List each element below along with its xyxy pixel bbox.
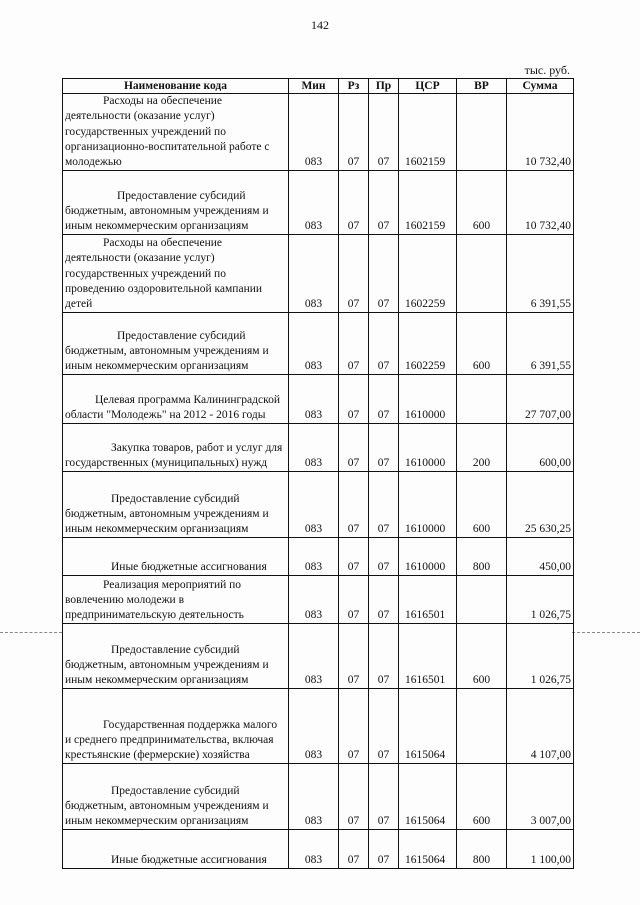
cell-rz: 07 xyxy=(339,576,369,624)
cell-rz: 07 xyxy=(339,94,369,171)
cell-name: Предоставление субсидий бюджетным, автономным учреждениям и иным некоммерческим организациям xyxy=(63,472,289,538)
cell-name: Иные бюджетные ассигнования xyxy=(63,830,289,869)
header-sum: Сумма xyxy=(507,79,574,94)
cell-min: 083 xyxy=(289,424,339,472)
page-number: 142 xyxy=(311,18,329,32)
cell-sum: 4 107,00 xyxy=(507,689,574,764)
cell-pr: 07 xyxy=(369,576,399,624)
cell-vr: 600 xyxy=(457,171,507,235)
cell-rz: 07 xyxy=(339,171,369,235)
cell-csr: 1616501 xyxy=(399,576,457,624)
units-label: тыс. руб. xyxy=(524,63,570,77)
header-rz: Рз xyxy=(339,79,369,94)
cell-name: Расходы на обеспечение деятельности (оказание услуг) государственных учреждений по проведению оздоровительной кампании детей xyxy=(63,235,289,313)
cell-pr: 07 xyxy=(369,424,399,472)
cell-rz: 07 xyxy=(339,624,369,689)
cell-rz: 07 xyxy=(339,830,369,869)
cell-name: Предоставление субсидий бюджетным, автономным учреждениям и иным некоммерческим организациям xyxy=(63,624,289,689)
cell-min: 083 xyxy=(289,764,339,830)
cell-min: 083 xyxy=(289,313,339,375)
cell-pr: 07 xyxy=(369,375,399,424)
scan-artifact-line-right xyxy=(572,632,640,633)
budget-table xyxy=(62,78,574,869)
table-body xyxy=(63,94,574,869)
cell-sum: 450,00 xyxy=(507,538,574,576)
header-vr: ВР xyxy=(457,79,507,94)
cell-csr: 1602159 xyxy=(399,94,457,171)
scan-artifact-line-left xyxy=(0,632,62,633)
cell-csr: 1616501 xyxy=(399,624,457,689)
cell-rz: 07 xyxy=(339,313,369,375)
cell-pr: 07 xyxy=(369,538,399,576)
cell-min: 083 xyxy=(289,235,339,313)
cell-name: Предоставление субсидий бюджетным, автономным учреждениям и иным некоммерческим организациям xyxy=(63,313,289,375)
cell-vr: 200 xyxy=(457,424,507,472)
table-row xyxy=(63,94,574,171)
table-row xyxy=(63,424,574,472)
cell-min: 083 xyxy=(289,94,339,171)
cell-csr: 1610000 xyxy=(399,375,457,424)
cell-sum: 6 391,55 xyxy=(507,235,574,313)
table-row xyxy=(63,576,574,624)
cell-vr xyxy=(457,576,507,624)
cell-sum: 6 391,55 xyxy=(507,313,574,375)
table-row xyxy=(63,171,574,235)
table-row xyxy=(63,830,574,869)
cell-csr: 1615064 xyxy=(399,689,457,764)
cell-vr: 800 xyxy=(457,538,507,576)
cell-vr: 600 xyxy=(457,313,507,375)
cell-csr: 1602159 xyxy=(399,171,457,235)
cell-sum: 27 707,00 xyxy=(507,375,574,424)
cell-pr: 07 xyxy=(369,472,399,538)
cell-name: Закупка товаров, работ и услуг для государственных (муниципальных) нужд xyxy=(63,424,289,472)
cell-sum: 1 026,75 xyxy=(507,624,574,689)
cell-sum: 1 100,00 xyxy=(507,830,574,869)
cell-rz: 07 xyxy=(339,375,369,424)
cell-csr: 1615064 xyxy=(399,764,457,830)
cell-vr: 600 xyxy=(457,472,507,538)
cell-pr: 07 xyxy=(369,235,399,313)
cell-vr: 600 xyxy=(457,624,507,689)
cell-csr: 1602259 xyxy=(399,313,457,375)
cell-min: 083 xyxy=(289,576,339,624)
cell-vr: 800 xyxy=(457,830,507,869)
cell-min: 083 xyxy=(289,624,339,689)
cell-rz: 07 xyxy=(339,689,369,764)
cell-csr: 1610000 xyxy=(399,424,457,472)
cell-min: 083 xyxy=(289,538,339,576)
cell-sum: 10 732,40 xyxy=(507,171,574,235)
table-header-row xyxy=(63,79,574,94)
cell-csr: 1602259 xyxy=(399,235,457,313)
header-min: Мин xyxy=(289,79,339,94)
cell-min: 083 xyxy=(289,830,339,869)
table-row xyxy=(63,538,574,576)
cell-name: Целевая программа Калининградской области "Молодежь" на 2012 - 2016 годы xyxy=(63,375,289,424)
cell-vr xyxy=(457,689,507,764)
cell-vr xyxy=(457,375,507,424)
table-row xyxy=(63,235,574,313)
table-row xyxy=(63,764,574,830)
cell-vr xyxy=(457,94,507,171)
cell-min: 083 xyxy=(289,472,339,538)
cell-rz: 07 xyxy=(339,764,369,830)
cell-rz: 07 xyxy=(339,235,369,313)
cell-sum: 25 630,25 xyxy=(507,472,574,538)
cell-sum: 600,00 xyxy=(507,424,574,472)
cell-pr: 07 xyxy=(369,313,399,375)
cell-name: Предоставление субсидий бюджетным, автономным учреждениям и иным некоммерческим организациям xyxy=(63,171,289,235)
cell-name: Государственная поддержка малого и среднего предпринимательства, включая крестьянские (фермерские) хозяйства xyxy=(63,689,289,764)
cell-pr: 07 xyxy=(369,689,399,764)
cell-name: Предоставление субсидий бюджетным, автономным учреждениям и иным некоммерческим организациям xyxy=(63,764,289,830)
cell-vr xyxy=(457,235,507,313)
cell-min: 083 xyxy=(289,689,339,764)
cell-sum: 10 732,40 xyxy=(507,94,574,171)
cell-csr: 1610000 xyxy=(399,538,457,576)
table-row xyxy=(63,375,574,424)
header-name: Наименование кода xyxy=(63,79,289,94)
table-row xyxy=(63,689,574,764)
table-row xyxy=(63,472,574,538)
cell-sum: 3 007,00 xyxy=(507,764,574,830)
cell-rz: 07 xyxy=(339,424,369,472)
cell-pr: 07 xyxy=(369,624,399,689)
cell-name: Иные бюджетные ассигнования xyxy=(63,538,289,576)
cell-pr: 07 xyxy=(369,171,399,235)
table-row xyxy=(63,624,574,689)
cell-vr: 600 xyxy=(457,764,507,830)
cell-csr: 1610000 xyxy=(399,472,457,538)
cell-rz: 07 xyxy=(339,472,369,538)
cell-rz: 07 xyxy=(339,538,369,576)
cell-pr: 07 xyxy=(369,94,399,171)
header-csr: ЦСР xyxy=(399,79,457,94)
table-row xyxy=(63,313,574,375)
cell-min: 083 xyxy=(289,171,339,235)
cell-sum: 1 026,75 xyxy=(507,576,574,624)
cell-name: Реализация мероприятий по вовлечению молодежи в предпринимательскую деятельность xyxy=(63,576,289,624)
cell-min: 083 xyxy=(289,375,339,424)
cell-pr: 07 xyxy=(369,764,399,830)
cell-csr: 1615064 xyxy=(399,830,457,869)
header-pr: Пр xyxy=(369,79,399,94)
cell-pr: 07 xyxy=(369,830,399,869)
cell-name: Расходы на обеспечение деятельности (оказание услуг) государственных учреждений по организационно-воспитательной работе с молодежью xyxy=(63,94,289,171)
